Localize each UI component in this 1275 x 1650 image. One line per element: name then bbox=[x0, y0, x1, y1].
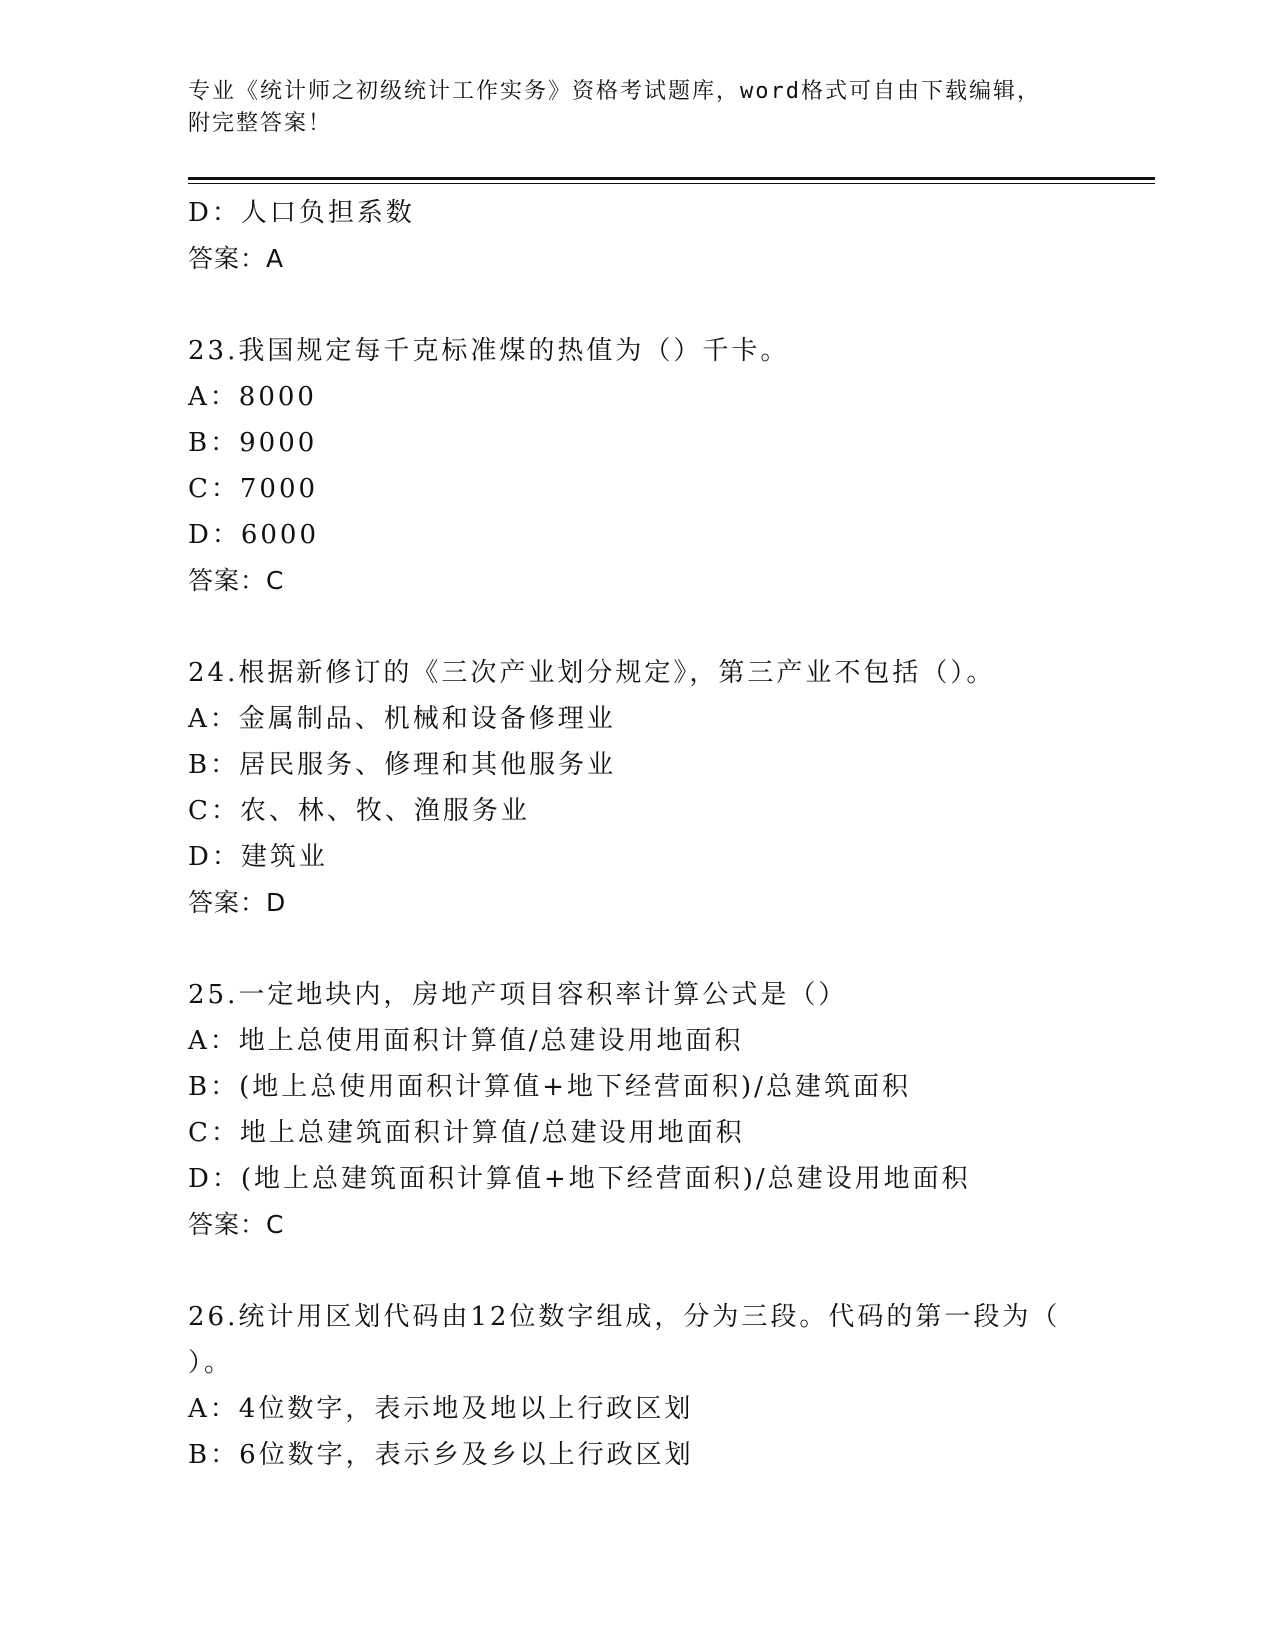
question-block-23 bbox=[188, 328, 1148, 604]
option-c: C：地上总建筑面积计算值/总建设用地面积 bbox=[188, 1118, 745, 1148]
answer-line: 答案：D bbox=[188, 888, 287, 917]
option-b: B：(地上总使用面积计算值+地下经营面积)/总建筑面积 bbox=[188, 1072, 911, 1102]
answer-line: 答案：A bbox=[188, 244, 285, 273]
header-divider-thick bbox=[188, 177, 1155, 180]
page-header bbox=[188, 76, 1088, 140]
option-b: B：居民服务、修理和其他服务业 bbox=[188, 750, 617, 780]
question-block-25 bbox=[188, 972, 1148, 1248]
question-block-carry-over bbox=[188, 190, 1148, 282]
option-d: D：人口负担系数 bbox=[188, 198, 415, 228]
option-c: C：7000 bbox=[188, 474, 319, 504]
header-line-1: 专业《统计师之初级统计工作实务》资格考试题库，word格式可自由下载编辑， bbox=[188, 79, 1041, 104]
question-stem-line-2: ）。 bbox=[188, 1348, 234, 1378]
option-d: D：建筑业 bbox=[188, 842, 328, 872]
option-b: B：9000 bbox=[188, 428, 318, 458]
header-line-2: 附完整答案！ bbox=[188, 111, 333, 136]
option-b: B：6位数字，表示乡及乡以上行政区划 bbox=[188, 1440, 694, 1470]
option-a: A：金属制品、机械和设备修理业 bbox=[188, 704, 616, 734]
answer-line: 答案：C bbox=[188, 1210, 285, 1239]
header-divider-thin bbox=[188, 183, 1155, 184]
question-stem: 24.根据新修订的《三次产业划分规定》，第三产业不包括（）。 bbox=[188, 658, 996, 688]
question-block-26 bbox=[188, 1294, 1148, 1478]
option-a: A：地上总使用面积计算值/总建设用地面积 bbox=[188, 1026, 744, 1056]
question-block-24 bbox=[188, 650, 1148, 926]
answer-line: 答案：C bbox=[188, 566, 285, 595]
option-c: C：农、林、牧、渔服务业 bbox=[188, 796, 530, 826]
question-stem: 23.我国规定每千克标准煤的热值为（）千卡。 bbox=[188, 336, 790, 366]
option-a: A：4位数字，表示地及地以上行政区划 bbox=[188, 1394, 694, 1424]
option-d: D：(地上总建筑面积计算值+地下经营面积)/总建设用地面积 bbox=[188, 1164, 971, 1194]
question-stem-line-1: 26.统计用区划代码由12位数字组成，分为三段。代码的第一段为（ bbox=[188, 1302, 1061, 1332]
question-stem: 25.一定地块内，房地产项目容积率计算公式是（） bbox=[188, 980, 848, 1010]
option-d: D：6000 bbox=[188, 520, 320, 550]
option-a: A：8000 bbox=[188, 382, 317, 412]
question-list bbox=[188, 190, 1148, 1478]
